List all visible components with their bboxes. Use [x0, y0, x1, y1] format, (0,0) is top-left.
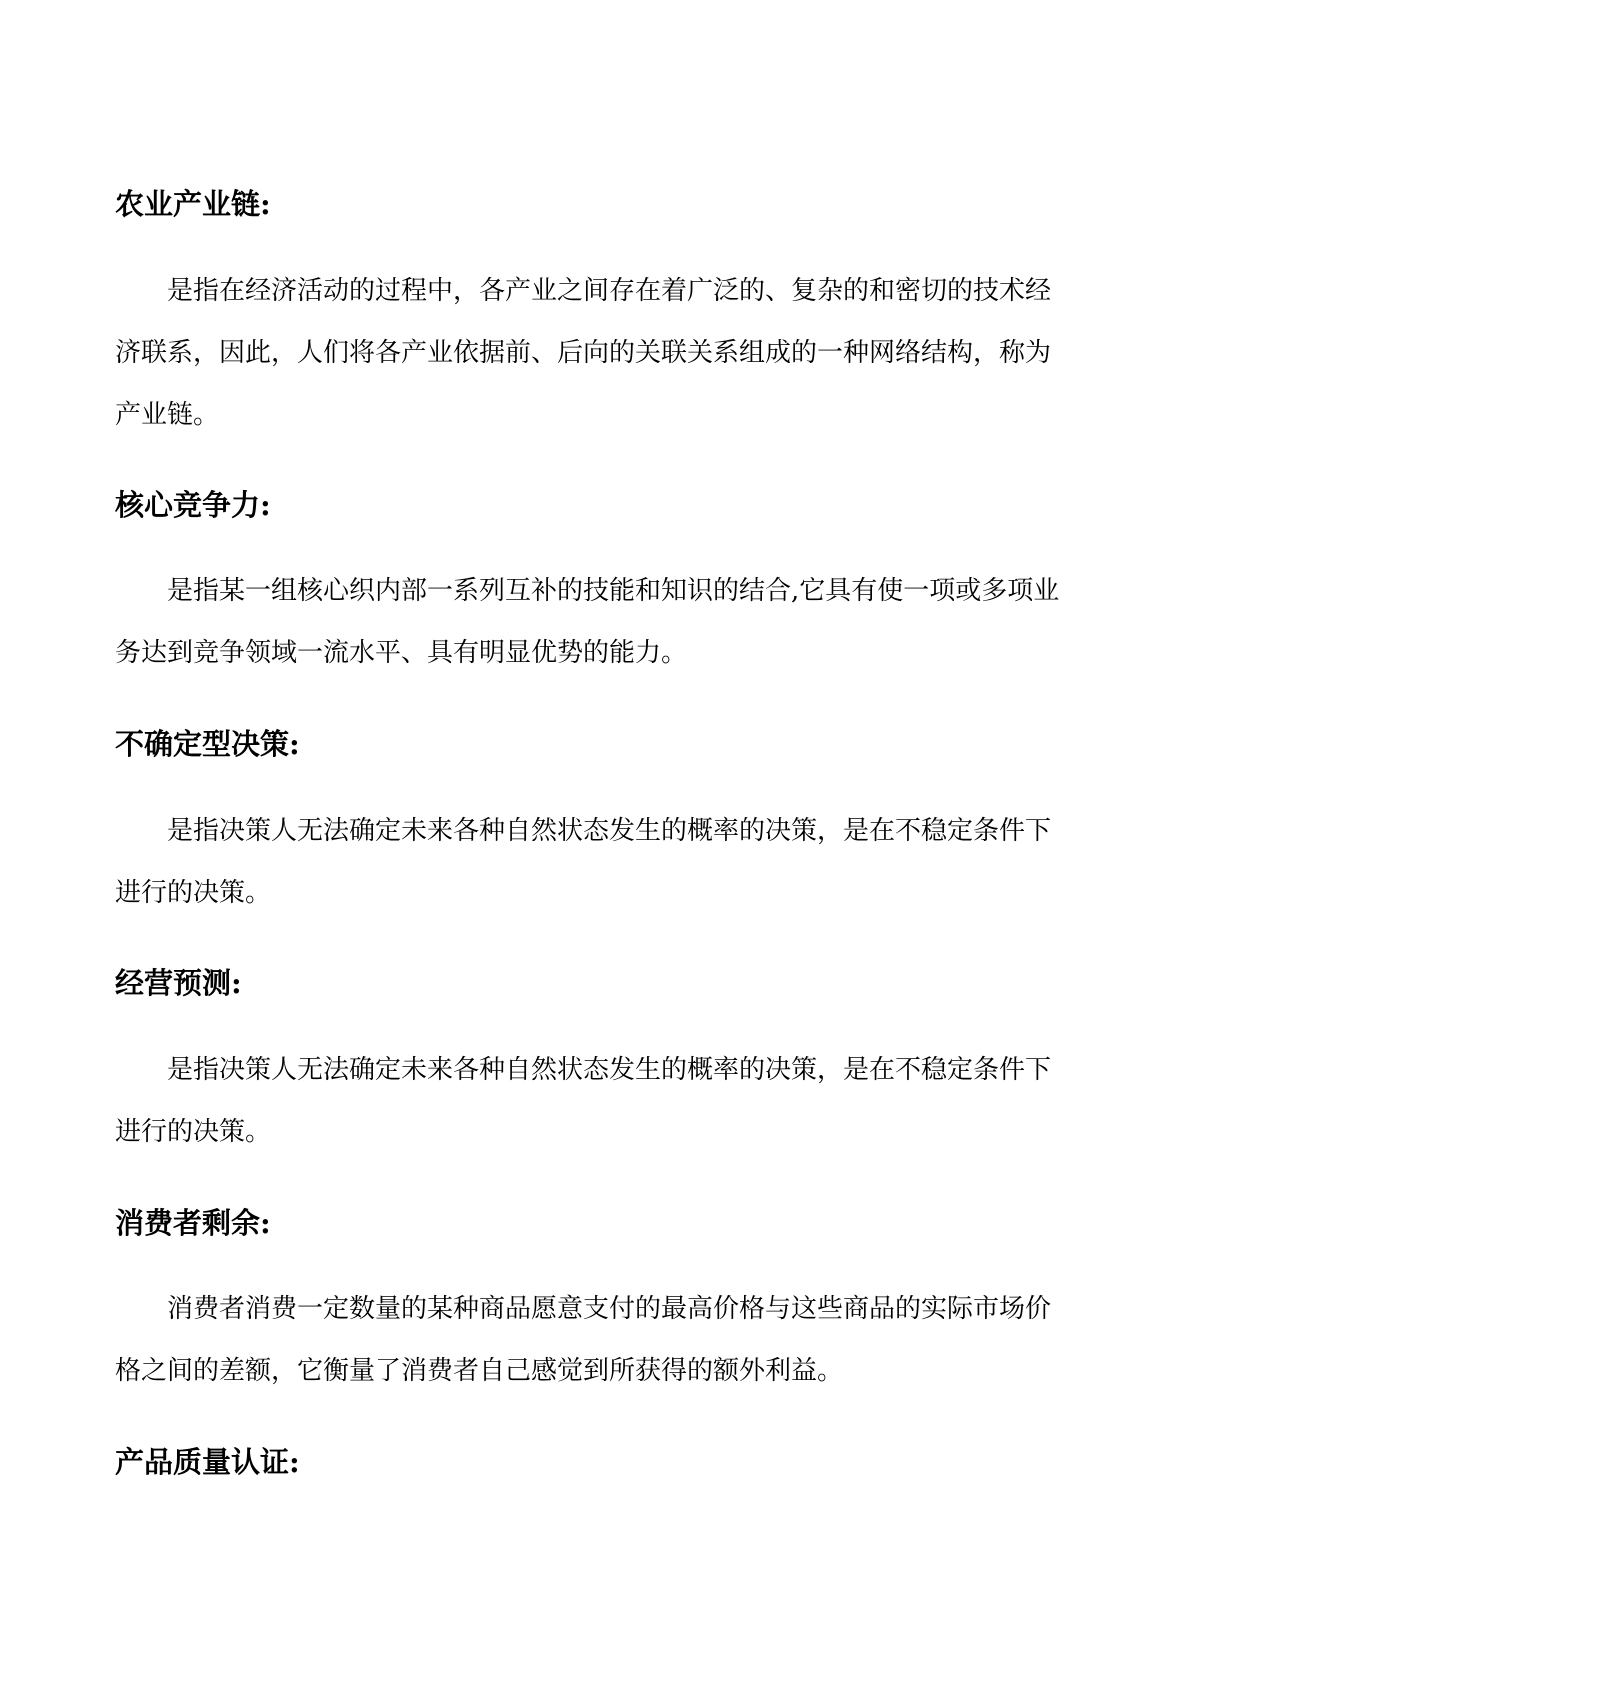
term-heading-consumer-surplus: 消费者剩余: [115, 1206, 271, 1240]
term-heading-quality-certification: 产品质量认证: [115, 1445, 300, 1479]
term-heading-business-forecast: 经营预测: [115, 966, 242, 1000]
definition-uncertain-decision: 是指决策人无法确定未来各种自然状态发生的概率的决策，是在不稳定条件下进行的决策。 [115, 816, 1052, 908]
definition-consumer-surplus: 消费者消费一定数量的某种商品愿意支付的最高价格与这些商品的实际市场价格之间的差额，它衡量了消费者自己感觉到所获得的额外利益。 [115, 1294, 1052, 1386]
definition-business-forecast: 是指决策人无法确定未来各种自然状态发生的概率的决策，是在不稳定条件下进行的决策。 [115, 1055, 1052, 1147]
term-heading-core-competence: 核心竞争力: [115, 488, 271, 522]
definition-agri-chain: 是指在经济活动的过程中，各产业之间存在着广泛的、复杂的和密切的技术经济联系，因此，人们将各产业依据前、后向的关联关系组成的一种网络结构，称为产业链。 [115, 276, 1052, 430]
term-heading-uncertain-decision: 不确定型决策: [115, 727, 300, 761]
term-heading-agri-chain: 农业产业链: [115, 187, 271, 221]
definition-core-competence: 是指某一组核心织内部一系列互补的技能和知识的结合,它具有使一项或多项业务达到竞争领域一流水平、具有明显优势的能力。 [115, 576, 1060, 668]
